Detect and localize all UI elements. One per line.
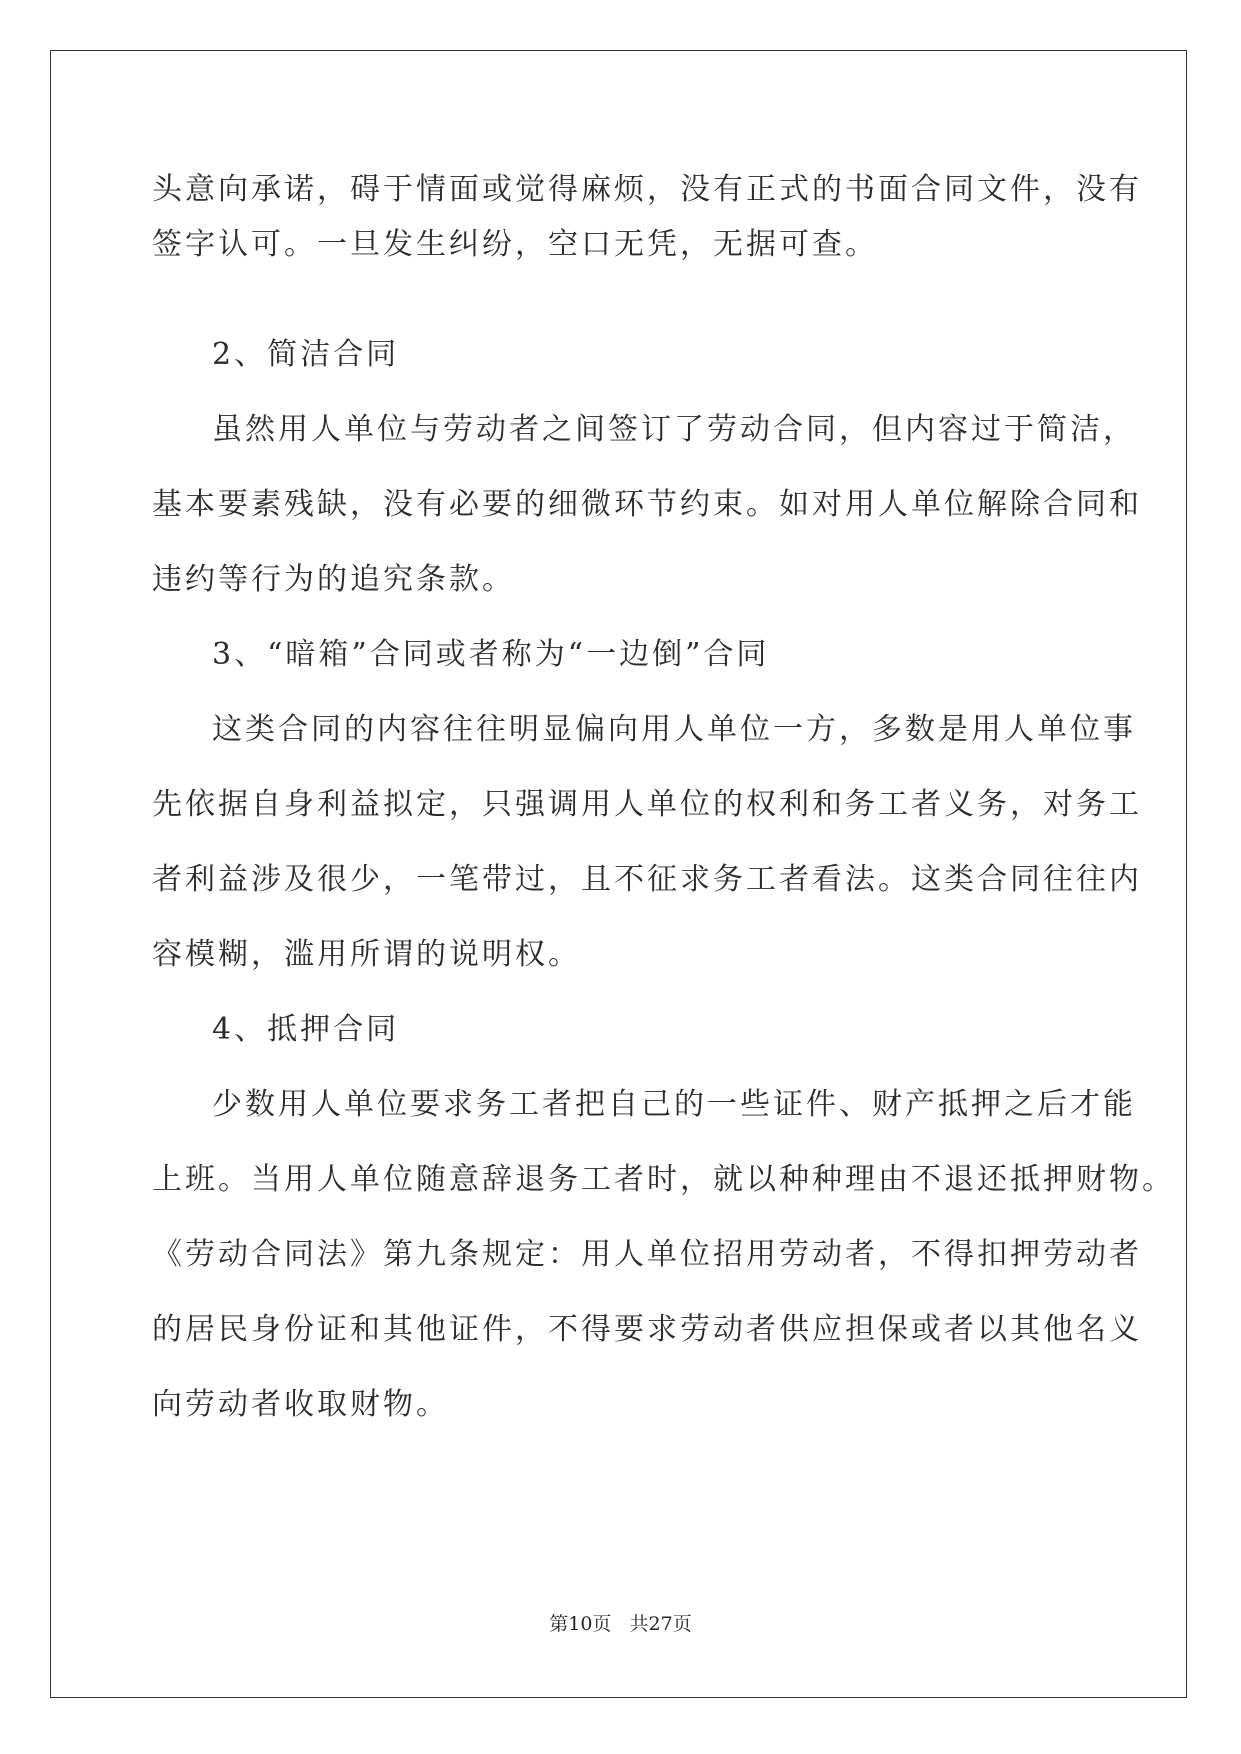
page-number-footer: 第10页 共27页 (549, 1613, 692, 1635)
body-line-10: 者利益涉及很少，一笔带过，且不征求务工者看法。这类合同往往内 (152, 862, 1142, 897)
section-heading-2: 2、简洁合同 (212, 337, 400, 372)
body-line-14: 上班。当用人单位随意辞退务工者时，就以种种理由不退还抵押财物。 (152, 1162, 1175, 1197)
body-line-9: 先依据自身利益拟定，只强调用人单位的权利和务工者义务，对务工 (152, 787, 1142, 822)
body-line-15: 《劳动合同法》第九条规定：用人单位招用劳动者，不得扣押劳动者 (152, 1237, 1142, 1272)
body-line-1: 头意向承诺，碍于情面或觉得麻烦，没有正式的书面合同文件，没有 (152, 172, 1142, 207)
body-line-2: 签字认可。一旦发生纠纷，空口无凭，无据可查。 (152, 227, 878, 262)
body-line-6: 违约等行为的追究条款。 (152, 562, 515, 597)
body-line-13: 少数用人单位要求务工者把自己的一些证件、财产抵押之后才能 (212, 1087, 1136, 1122)
body-line-17: 向劳动者收取财物。 (152, 1387, 449, 1422)
body-line-5: 基本要素残缺，没有必要的细微环节约束。如对用人单位解除合同和 (152, 487, 1142, 522)
body-line-16: 的居民身份证和其他证件，不得要求劳动者供应担保或者以其他名义 (152, 1312, 1142, 1347)
section-heading-3: 3、“暗箱”合同或者称为“一边倒”合同 (212, 637, 770, 672)
body-line-11: 容模糊，滥用所谓的说明权。 (152, 937, 581, 972)
body-line-8: 这类合同的内容往往明显偏向用人单位一方，多数是用人单位事 (212, 712, 1136, 747)
body-line-4: 虽然用人单位与劳动者之间签订了劳动合同，但内容过于简洁， (212, 412, 1136, 447)
section-heading-4: 4、抵押合同 (212, 1012, 400, 1047)
